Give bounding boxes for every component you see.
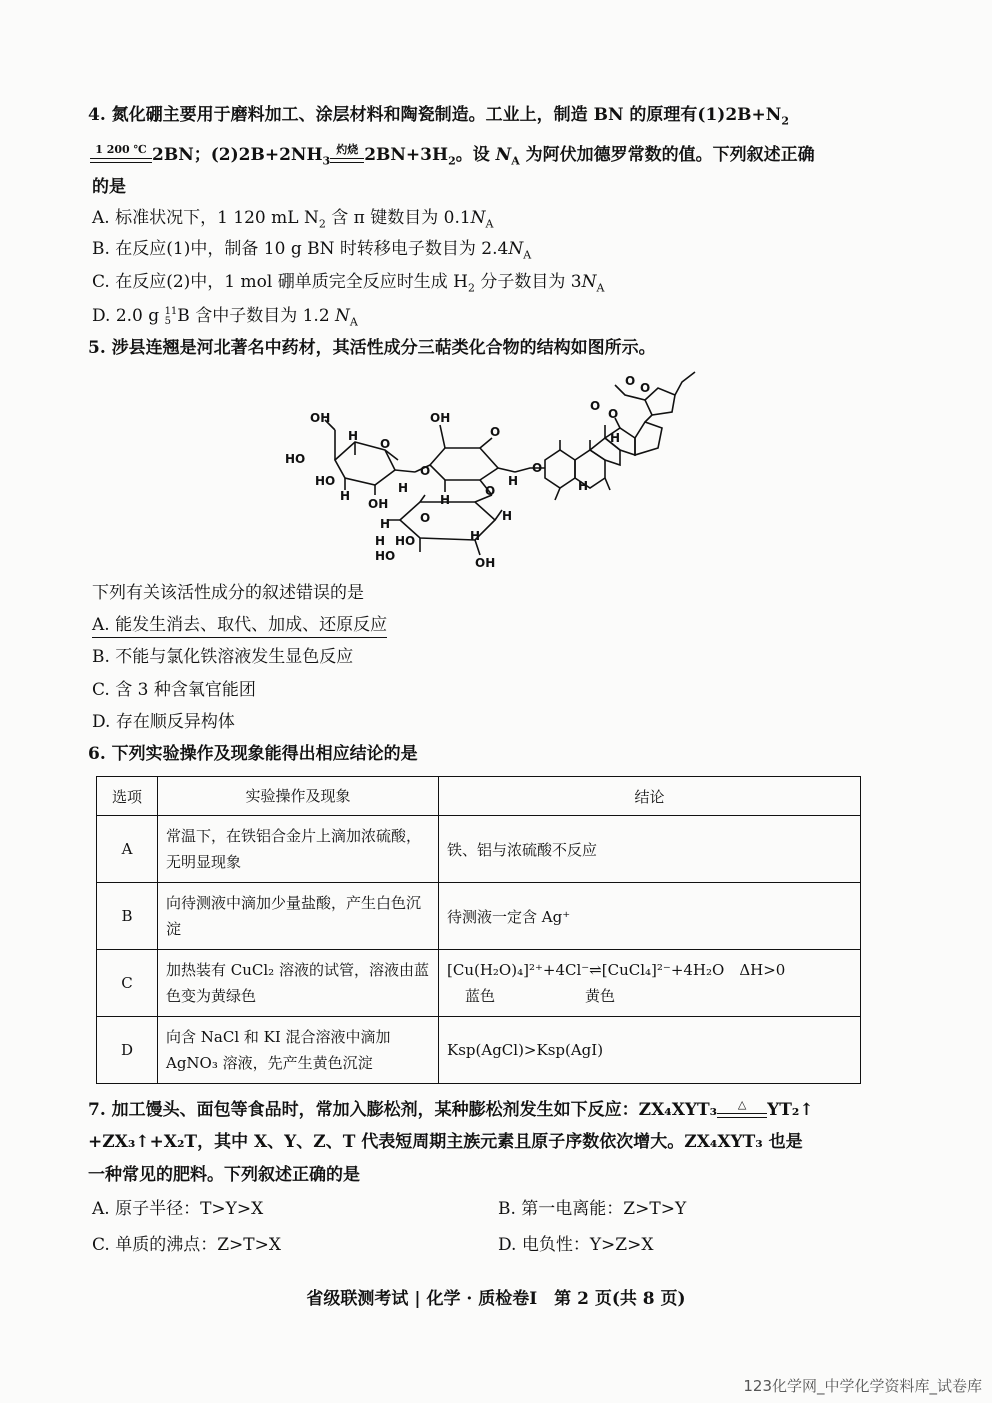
svg-text:H: H	[502, 509, 513, 523]
q7-option-c: C. 单质的沸点：Z>T>X	[92, 1235, 281, 1255]
q5-stem: 5. 涉县连翘是河北著名中药材，其活性成分三萜类化合物的结构如图所示。	[88, 338, 656, 358]
table-row	[97, 883, 861, 950]
cell-operation: 向待测液中滴加少量盐酸，产生白色沉淀	[158, 883, 439, 950]
cell-conclusion	[439, 950, 861, 1017]
svg-text:O: O	[625, 374, 636, 388]
page-footer: 省级联测考试 | 化学 · 质检卷Ⅰ 第 2 页(共 8 页)	[306, 1289, 686, 1309]
svg-text:H: H	[375, 534, 386, 548]
table-header-row	[97, 777, 861, 816]
svg-text:O: O	[485, 484, 496, 498]
svg-text:OH: OH	[430, 411, 451, 425]
q5-option-d: D. 存在顺反异构体	[92, 712, 235, 732]
cell-conclusion: 铁、铝与浓硫酸不反应	[439, 816, 861, 883]
header-operation: 实验操作及现象	[158, 777, 439, 816]
svg-text:O: O	[608, 407, 619, 421]
svg-text:OH: OH	[475, 556, 496, 570]
equilibrium-equation: [Cu(H₂O)₄]²⁺+4Cl⁻⇌[CuCl₄]²⁻+4H₂O ΔH>0	[447, 961, 786, 979]
svg-text:H: H	[380, 517, 391, 531]
table-row	[97, 816, 861, 883]
q4-option-b: B. 在反应(1)中，制备 10 g BN 时转移电子数目为 $2.4N_A$	[92, 239, 532, 262]
q4-option-c: C. 在反应(2)中，1 mol 硼单质完全反应时生成 $H_2$ 分子数目为 $3N_A$	[92, 272, 605, 295]
molecule-structure	[280, 360, 700, 575]
svg-text:HO: HO	[285, 452, 306, 466]
svg-text:O: O	[380, 437, 391, 451]
svg-text:HO: HO	[375, 549, 396, 563]
q7-option-a: A. 原子半径：T>Y>X	[92, 1199, 264, 1219]
svg-text:O: O	[640, 381, 651, 395]
svg-text:O: O	[532, 461, 543, 475]
cell-option: C	[97, 950, 158, 1017]
svg-text:H: H	[340, 489, 351, 503]
q5-option-a: A. 能发生消去、取代、加成、还原反应	[92, 614, 387, 638]
cell-operation: 加热装有 CuCl₂ 溶液的试管，溶液由蓝色变为黄绿色	[158, 950, 439, 1017]
q4-line2: 1 200 ℃ 2BN；$(2)2B+2NH_3$ 灼烧 $2BN+3H_2$。设 $N_A$ 为阿伏加德罗常数的值。下列叙述正确	[90, 144, 815, 172]
q6-stem: 6. 下列实验操作及现象能得出相应结论的是	[88, 744, 418, 764]
reaction-arrow-1: 1 200 ℃	[90, 145, 152, 167]
cell-conclusion: Ksp(AgCl)>Ksp(AgI)	[439, 1017, 861, 1084]
svg-text:H: H	[348, 429, 359, 443]
q4-option-d: D. 2.0 g 11 5 B 含中子数目为 1.2 $N_A$	[92, 305, 358, 329]
header-conclusion: 结论	[439, 777, 861, 816]
cell-conclusion: 待测液一定含 Ag⁺	[439, 883, 861, 950]
svg-text:H: H	[398, 481, 409, 495]
reaction-arrow-2: 灼烧	[330, 145, 364, 167]
svg-text:H: H	[610, 431, 621, 445]
table-row	[97, 950, 861, 1017]
table-row	[97, 1017, 861, 1084]
q5-option-c: C. 含 3 种含氧官能团	[92, 680, 256, 700]
cell-operation: 向含 NaCl 和 KI 混合溶液中滴加 AgNO₃ 溶液，先产生黄色沉淀	[158, 1017, 439, 1084]
q7-option-b: B. 第一电离能：Z>T>Y	[498, 1199, 687, 1219]
q5-option-b: B. 不能与氯化铁溶液发生显色反应	[92, 647, 354, 667]
q7-option-d: D. 电负性：Y>Z>X	[498, 1235, 654, 1255]
svg-text:O: O	[490, 425, 501, 439]
svg-text:HO: HO	[315, 474, 336, 488]
q7-line2: +ZX₃↑+X₂T，其中 X、Y、Z、T 代表短周期主族元素且原子序数依次增大。ZX₄XYT₃ 也是	[88, 1132, 803, 1152]
experiment-table	[96, 776, 861, 1084]
cell-option: B	[97, 883, 158, 950]
svg-text:OH: OH	[368, 497, 389, 511]
q7-line1: 7. 加工馒头、面包等食品时，常加入膨松剂，某种膨松剂发生如下反应：ZX₄XYT₃ △ YT₂↑	[88, 1097, 814, 1120]
reaction-arrow-3: △	[717, 1100, 767, 1122]
svg-text:HO: HO	[395, 534, 416, 548]
q4-option-a: A. 标准状况下，1 120 mL $N_2$ 含 π 键数目为 $0.1N_A$	[92, 208, 494, 231]
svg-text:H: H	[470, 529, 481, 543]
q7-line3: 一种常见的肥料。下列叙述正确的是	[88, 1165, 360, 1185]
svg-text:H: H	[578, 479, 589, 493]
svg-text:O: O	[420, 464, 431, 478]
svg-text:O: O	[590, 399, 601, 413]
header-option: 选项	[97, 777, 158, 816]
svg-text:O: O	[420, 511, 431, 525]
svg-text:H: H	[440, 493, 451, 507]
cell-option: D	[97, 1017, 158, 1084]
watermark: 123化学网_中学化学资料库_试卷库	[743, 1377, 982, 1395]
q4-line3: 的是	[92, 177, 126, 197]
cell-operation: 常温下，在铁铝合金片上滴加浓硫酸，无明显现象	[158, 816, 439, 883]
q4-line1: 4. 氮化硼主要用于磨料加工、涂层材料和陶瓷制造。工业上，制造 BN 的原理有$(1)2B+N_2$	[88, 105, 789, 128]
svg-text:H: H	[508, 474, 519, 488]
q5-ask: 下列有关该活性成分的叙述错误的是	[92, 583, 364, 603]
color-labels: 蓝色 黄色	[465, 987, 616, 1005]
svg-text:OH: OH	[310, 411, 331, 425]
molecule-labels	[285, 374, 650, 570]
cell-option: A	[97, 816, 158, 883]
